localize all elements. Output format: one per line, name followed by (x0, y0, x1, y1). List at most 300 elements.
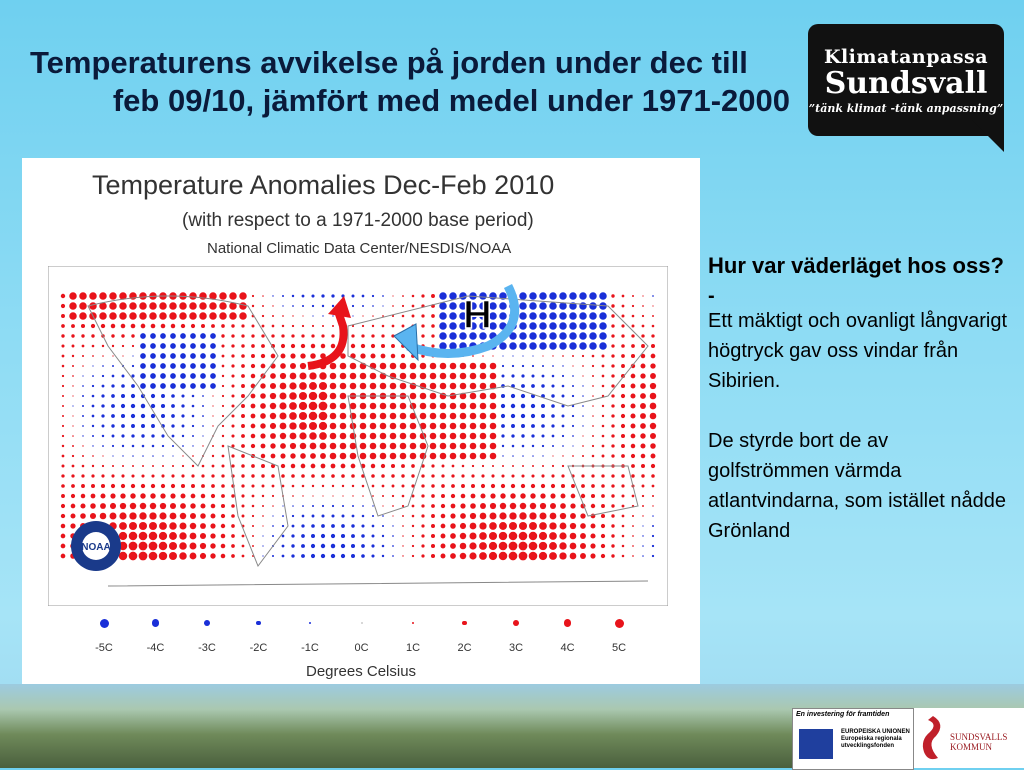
anomaly-dot (231, 504, 235, 508)
anomaly-dot (532, 365, 534, 367)
anomaly-dot (582, 425, 583, 426)
anomaly-dot (400, 373, 407, 380)
anomaly-dot (599, 322, 607, 330)
anomaly-dot (139, 302, 147, 310)
anomaly-dot (470, 453, 477, 460)
logo-tagline: ”tänk klimat -tänk anpassning” (808, 102, 1004, 115)
anomaly-dot (190, 503, 195, 508)
anomaly-dot (400, 443, 407, 450)
anomaly-dot (280, 363, 286, 369)
anomaly-dot (431, 494, 435, 498)
anomaly-dot (551, 424, 554, 427)
anomaly-dot (160, 353, 166, 359)
anomaly-dot (292, 505, 294, 507)
anomaly-dot (262, 505, 264, 507)
anomaly-dot (352, 305, 354, 307)
anomaly-dot (180, 363, 186, 369)
anomaly-dot (231, 334, 234, 337)
anomaly-dot (179, 542, 187, 550)
anomaly-dot (159, 522, 167, 530)
anomaly-dot (62, 425, 64, 427)
anomaly-dot (282, 295, 284, 297)
anomaly-dot (592, 395, 594, 397)
anomaly-dot (231, 544, 235, 548)
anomaly-dot (489, 522, 497, 530)
anomaly-dot (511, 424, 515, 428)
anomaly-dot (391, 344, 395, 348)
anomaly-dot (472, 355, 474, 357)
anomaly-dot (489, 552, 497, 560)
anomaly-dot (162, 465, 164, 467)
anomaly-dot (411, 474, 414, 477)
anomaly-dot (622, 315, 625, 318)
anomaly-dot (190, 383, 196, 389)
anomaly-dot (320, 443, 327, 450)
anomaly-dot (150, 363, 156, 369)
legend-dot (462, 621, 466, 625)
anomaly-dot (62, 415, 64, 417)
anomaly-dot (112, 465, 114, 467)
anomaly-dot (400, 363, 407, 370)
anomaly-dot (180, 513, 186, 519)
anomaly-dot (362, 515, 365, 518)
anomaly-dot (311, 464, 316, 469)
anomaly-dot (611, 544, 614, 547)
anomaly-dot (92, 435, 94, 437)
anomaly-dot (291, 544, 294, 547)
anomaly-dot (632, 535, 634, 537)
legend-label: -2C (249, 642, 268, 654)
anomaly-dot (420, 373, 427, 380)
anomaly-dot (392, 555, 394, 557)
anomaly-dot (382, 295, 384, 297)
anomaly-dot (140, 343, 146, 349)
anomaly-dot (511, 474, 514, 477)
anomaly-dot (321, 344, 325, 348)
anomaly-dot (351, 554, 355, 558)
anomaly-dot (340, 433, 347, 440)
anomaly-dot (241, 334, 244, 337)
anomaly-dot (111, 484, 115, 488)
anomaly-dot (410, 433, 417, 440)
anomaly-dot (301, 554, 305, 558)
anomaly-dot (570, 513, 576, 519)
anomaly-dot (160, 333, 166, 339)
anomaly-dot (611, 324, 614, 327)
anomaly-dot (149, 552, 158, 561)
anomaly-dot (549, 332, 557, 340)
anomaly-dot (572, 445, 573, 446)
anomaly-dot (392, 535, 394, 537)
anomaly-dot (140, 493, 145, 498)
anomaly-dot (411, 464, 415, 468)
anomaly-dot (650, 373, 656, 379)
anomaly-dot (322, 495, 323, 496)
anomaly-dot (590, 533, 595, 538)
slide-title (30, 44, 790, 120)
anomaly-dot (642, 555, 644, 557)
anomaly-dot (200, 503, 205, 508)
anomaly-dot (491, 474, 494, 477)
anomaly-dot (469, 532, 476, 539)
anomaly-dot (239, 302, 247, 310)
anomaly-dot (401, 354, 405, 358)
anomaly-dot (72, 415, 73, 416)
anomaly-dot (92, 465, 94, 467)
anomaly-dot (341, 524, 345, 528)
kommun-line-1: SUNDSVALLS (950, 732, 1008, 742)
anomaly-dot (621, 344, 625, 348)
side-question: Hur var väderläget hos oss? (708, 253, 1004, 278)
anomaly-dot (210, 383, 216, 389)
anomaly-dot (272, 535, 274, 537)
anomaly-dot (192, 435, 194, 437)
anomaly-dot (311, 544, 315, 548)
anomaly-dot (352, 295, 355, 298)
anomaly-dot (582, 415, 584, 417)
anomaly-dot (652, 555, 654, 557)
anomaly-dot (210, 523, 215, 528)
anomaly-dot (131, 474, 134, 477)
anomaly-dot (300, 353, 305, 358)
anomaly-dot (621, 434, 625, 438)
anomaly-dot (371, 474, 375, 478)
anomaly-dot (321, 334, 324, 337)
anomaly-dot (519, 302, 527, 310)
anomaly-dot (159, 312, 167, 320)
anomaly-dot (222, 355, 225, 358)
anomaly-dot (641, 344, 645, 348)
anomaly-dot (112, 435, 115, 438)
anomaly-dot (119, 532, 127, 540)
anomaly-dot (480, 423, 487, 430)
anomaly-dot (299, 372, 306, 379)
anomaly-dot (400, 403, 407, 410)
anomaly-dot (82, 465, 85, 468)
anomaly-dot (171, 404, 175, 408)
anomaly-dot (562, 465, 564, 467)
anomaly-dot (152, 465, 154, 467)
anomaly-dot (122, 345, 124, 347)
anomaly-dot (611, 344, 614, 347)
anomaly-dot (260, 393, 266, 399)
anomaly-dot (511, 484, 515, 488)
anomaly-dot (211, 494, 215, 498)
figure-title: Temperature Anomalies Dec-Feb 2010 (92, 170, 555, 200)
anomaly-dot (421, 544, 424, 547)
anomaly-dot (431, 524, 435, 528)
anomaly-dot (351, 344, 355, 348)
anomaly-dot (310, 453, 316, 459)
anomaly-dot (62, 445, 64, 447)
anomaly-dot (112, 455, 113, 456)
anomaly-dot (449, 302, 457, 310)
anomaly-dot (501, 404, 505, 408)
anomaly-dot (211, 504, 216, 509)
anomaly-dot (300, 363, 306, 369)
anomaly-dot (299, 412, 307, 420)
anomaly-dot (642, 535, 643, 536)
anomaly-dot (319, 432, 327, 440)
anomaly-dot (211, 514, 216, 519)
anomaly-dot (529, 532, 537, 540)
anomaly-dot (192, 425, 194, 427)
anomaly-dot (170, 363, 176, 369)
anomaly-dot (62, 385, 64, 387)
anomaly-dot (72, 425, 73, 426)
anomaly-dot (430, 373, 437, 380)
anomaly-dot (221, 524, 225, 528)
anomaly-dot (321, 514, 324, 517)
anomaly-dot (400, 453, 407, 460)
noaa-logo-text: NOAA (81, 542, 111, 553)
anomaly-dot (611, 424, 614, 427)
anomaly-dot (480, 433, 487, 440)
side-paragraph-1: Ett mäktigt och ovanligt långvarigt högtryck gav oss vindar från Sibirien. (708, 310, 1008, 392)
anomaly-dot (372, 505, 373, 506)
anomaly-dot (351, 474, 355, 478)
anomaly-dot (309, 412, 317, 420)
anomaly-dot (301, 334, 304, 337)
anomaly-dot (611, 494, 614, 497)
anomaly-dot (560, 503, 566, 509)
anomaly-dot (402, 505, 404, 507)
anomaly-dot (181, 394, 184, 397)
anomaly-dot (551, 484, 555, 488)
anomaly-dot (350, 443, 357, 450)
anomaly-dot (160, 493, 165, 498)
anomaly-dot (132, 445, 135, 448)
anomaly-dot (531, 474, 534, 477)
anomaly-dot (531, 424, 535, 428)
anomaly-dot (521, 484, 525, 488)
anomaly-dot (290, 363, 296, 369)
anomaly-dot (262, 325, 265, 328)
anomaly-dot (169, 302, 177, 310)
anomaly-dot (402, 495, 405, 498)
anomaly-dot (431, 544, 435, 548)
anomaly-dot (392, 515, 393, 516)
anomaly-dot (390, 403, 397, 410)
anomaly-dot (299, 432, 306, 439)
anomaly-dot (299, 422, 307, 430)
anomaly-dot (331, 344, 335, 348)
anomaly-dot (169, 542, 177, 550)
anomaly-dot (640, 443, 645, 448)
anomaly-dot (622, 525, 625, 528)
anomaly-dot (412, 555, 414, 557)
anomaly-dot (131, 384, 135, 388)
anomaly-dot (460, 503, 465, 508)
anomaly-dot (611, 454, 614, 457)
anomaly-dot (611, 394, 614, 397)
anomaly-dot (200, 513, 205, 518)
anomaly-dot (222, 405, 224, 407)
anomaly-dot (299, 382, 307, 390)
anomaly-dot (221, 504, 225, 508)
anomaly-dot (470, 403, 477, 410)
anomaly-dot (129, 522, 137, 530)
anomaly-dot (580, 513, 585, 518)
anomaly-dot (102, 375, 104, 377)
anomaly-dot (261, 474, 264, 477)
anomaly-dot (169, 532, 177, 540)
anomaly-dot (280, 423, 287, 430)
anomaly-dot (651, 454, 656, 459)
anomaly-dot (489, 542, 497, 550)
anomaly-dot (270, 403, 276, 409)
anomaly-dot (131, 334, 134, 337)
anomaly-dot (611, 304, 614, 307)
anomaly-dot (499, 302, 507, 310)
anomaly-dot (599, 332, 607, 340)
anomaly-dot (642, 525, 643, 526)
anomaly-dot (531, 404, 535, 408)
anomaly-dot (180, 383, 186, 389)
anomaly-dot (572, 375, 574, 377)
anomaly-dot (321, 534, 325, 538)
anomaly-dot (112, 375, 115, 378)
anomaly-dot (390, 423, 397, 430)
anomaly-dot (380, 403, 387, 410)
anomaly-dot (372, 515, 374, 517)
anomaly-dot (421, 554, 424, 557)
anomaly-dot (601, 474, 604, 477)
anomaly-dot (542, 355, 543, 356)
anomaly-dot (252, 535, 254, 537)
anomaly-dot (181, 404, 184, 407)
anomaly-dot (592, 435, 594, 437)
anomaly-dot (161, 484, 165, 488)
anomaly-dot (402, 545, 403, 546)
anomaly-dot (499, 542, 508, 551)
anomaly-dot (120, 503, 126, 509)
anomaly-dot (152, 455, 154, 457)
anomaly-dot (291, 534, 294, 537)
anomaly-dot (292, 495, 294, 497)
anomaly-dot (390, 433, 397, 440)
anomaly-dot (549, 342, 557, 350)
anomaly-dot (162, 445, 164, 447)
anomaly-dot (159, 512, 166, 519)
anomaly-dot (372, 495, 374, 497)
anomaly-dot (570, 523, 576, 529)
legend-label: 4C (560, 642, 575, 654)
anomaly-dot (380, 363, 387, 370)
anomaly-dot (360, 423, 367, 430)
anomaly-dot (551, 404, 555, 408)
anomaly-dot (631, 334, 634, 337)
anomaly-dot (381, 344, 385, 348)
anomaly-dot (569, 292, 577, 300)
anomaly-dot (292, 515, 294, 517)
anomaly-dot (652, 525, 654, 527)
anomaly-dot (372, 485, 375, 488)
anomaly-dot (120, 493, 125, 498)
anomaly-dot (82, 345, 85, 348)
anomaly-dot (82, 435, 83, 436)
anomaly-dot (611, 294, 614, 297)
anomaly-dot (200, 343, 206, 349)
anomaly-dot (350, 363, 357, 370)
anomaly-dot (202, 395, 204, 397)
anomaly-dot (549, 302, 557, 310)
anomaly-dot (502, 465, 504, 467)
anomaly-dot (571, 494, 576, 499)
anomaly-dot (251, 334, 254, 337)
anomaly-dot (212, 395, 213, 396)
anomaly-dot (650, 423, 656, 429)
anomaly-dot (100, 493, 105, 498)
anomaly-dot (131, 434, 134, 437)
anomaly-dot (251, 364, 255, 368)
anomaly-dot (151, 394, 155, 398)
anomaly-dot (71, 474, 74, 477)
anomaly-dot (111, 324, 115, 328)
anomaly-dot (362, 305, 364, 307)
anomaly-dot (231, 354, 234, 357)
anomaly-dot (539, 522, 547, 530)
anomaly-dot (372, 315, 374, 317)
anomaly-dot (592, 445, 594, 447)
anomaly-dot (311, 524, 315, 528)
anomaly-dot (642, 315, 644, 317)
anomaly-dot (641, 464, 645, 468)
legend-label: -1C (301, 642, 319, 654)
anomaly-dot (319, 382, 327, 390)
anomaly-dot (611, 314, 614, 317)
anomaly-dot (262, 495, 264, 497)
anomaly-dot (139, 532, 148, 541)
anomaly-dot (309, 382, 317, 390)
anomaly-dot (440, 433, 447, 440)
anomaly-dot (652, 515, 654, 517)
anomaly-dot (260, 403, 266, 409)
anomaly-dot (189, 302, 197, 310)
anomaly-dot (160, 363, 166, 369)
anomaly-dot (512, 355, 513, 356)
anomaly-dot (72, 445, 74, 447)
anomaly-dot (299, 402, 307, 410)
anomaly-dot (280, 383, 287, 390)
anomaly-dot (312, 515, 315, 518)
anomaly-dot (109, 312, 117, 320)
anomaly-dot (511, 434, 514, 437)
anomaly-dot (110, 493, 115, 498)
anomaly-dot (311, 334, 314, 337)
anomaly-dot (492, 465, 494, 467)
anomaly-dot (421, 494, 424, 497)
anomaly-dot (440, 363, 447, 370)
anomaly-dot (582, 395, 584, 397)
anomaly-dot (519, 332, 527, 340)
anomaly-dot (241, 434, 245, 438)
anomaly-dot (360, 413, 367, 420)
anomaly-figure (22, 158, 700, 686)
anomaly-dot (400, 413, 407, 420)
anomaly-dot (142, 465, 144, 467)
anomaly-dot (431, 334, 434, 337)
anomaly-dot (421, 294, 424, 297)
anomaly-dot (511, 374, 514, 377)
anomaly-dot (652, 315, 654, 317)
anomaly-dot (302, 505, 304, 507)
anomaly-dot (281, 334, 284, 337)
anomaly-dot (480, 403, 487, 410)
anomaly-dot (401, 474, 404, 477)
anomaly-dot (161, 324, 166, 329)
title-line-1: Temperaturens avvikelse på jorden under dec till (30, 45, 748, 80)
